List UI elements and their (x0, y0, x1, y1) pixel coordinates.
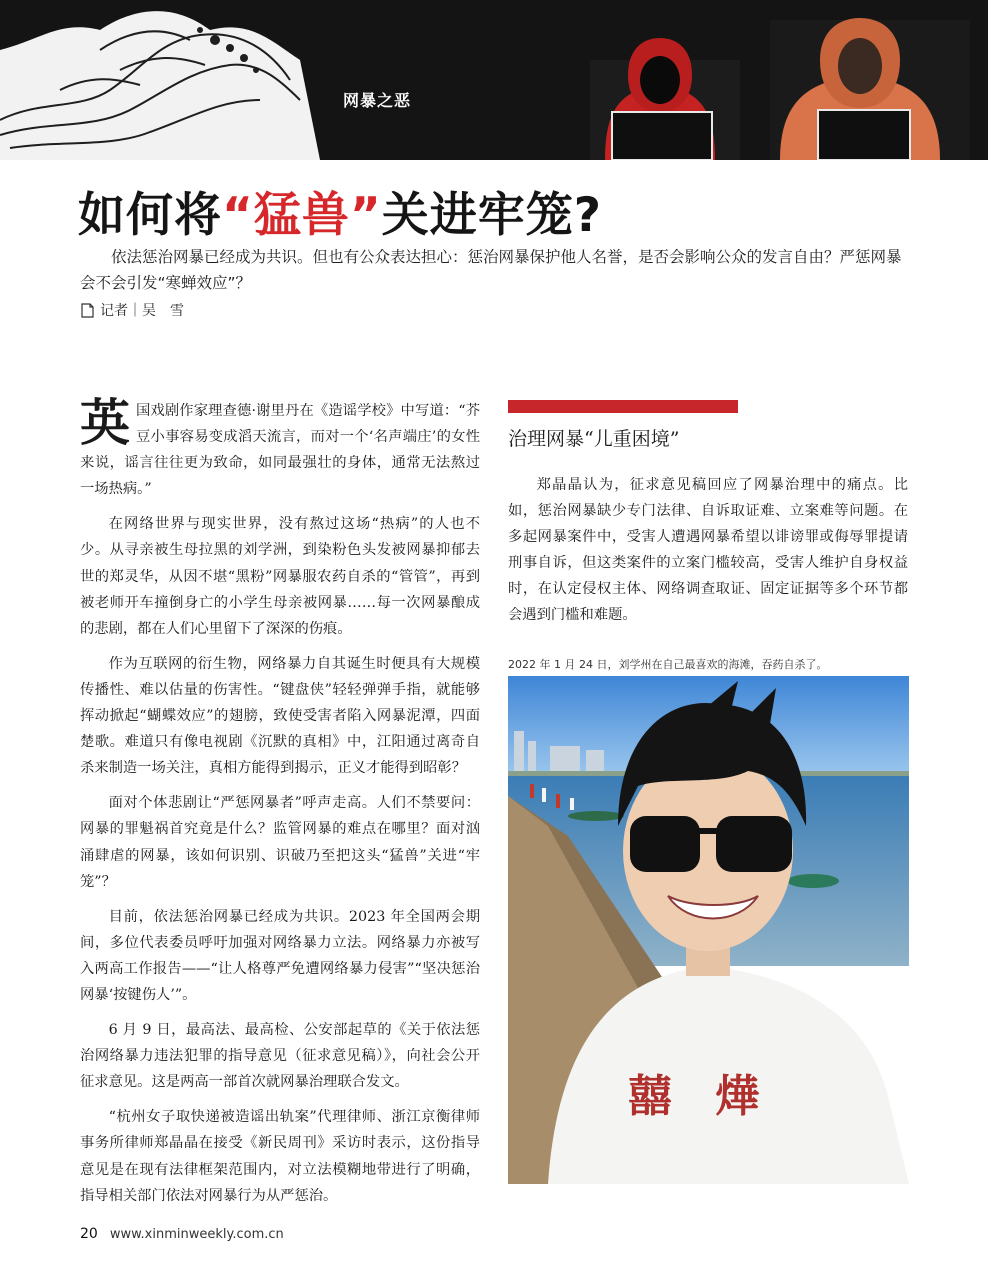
website-url: www.xinminweekly.com.cn (109, 1227, 284, 1242)
byline (80, 300, 184, 320)
paragraph-2: 在网络世界与现实世界，没有熬过这场“热病”的人也不少。从寻亲被生母拉黑的刘学洲，到染粉色头发被网暴抑郁去世的郑灵华，从因不堪“黑粉”网暴服农药自杀的“管管”，再到被老师开车撞倒身亡的小学生母亲被网暴……每一次网暴酿成的悲剧，都在人们心里留下了深深的伤痕。 (80, 516, 480, 637)
left-column (80, 393, 480, 1218)
byline-text: 记者｜吴 雪 (100, 303, 184, 319)
photo-beach-portrait (508, 676, 909, 1184)
section-divider-bar (508, 400, 738, 413)
page-number: 20 (80, 1226, 98, 1242)
paragraph-3: 作为互联网的衍生物，网络暴力自其诞生时便具有大规模传播性、难以估量的伤害性。“键盘侠”轻轻弹弹手指，就能够挥动掀起“蝴蝶效应”的翅膀，致使受害者陷入网暴泥潭，四面楚歌。难道只有像电视剧《沉默的真相》中，江阳通过离奇自杀来制造一场关注，真相方能得到揭示，正义才能得到昭彰？ (80, 655, 480, 777)
paragraph-4: 面对个体悲剧让“严惩网暴者”呼声走高。人们不禁要问：网暴的罪魁祸首究竟是什么？监管网暴的难点在哪里？面对汹涌肆虐的网暴，该如何识别、识破乃至把这头“猛兽”关进“牢笼”？ (80, 795, 480, 890)
right-paragraph-1: 郑晶晶认为，征求意见稿回应了网暴治理中的痛点。比如，惩治网暴缺少专门法律、自诉取证难、立案难等问题。在多起网暴案件中，受害人遭遇网暴希望以诽谤罪或侮辱罪提请刑事自诉，但这类案件的立案门槛较高，受害人维护自身权益时，在认定侵权主体、网络调查取证、固定证据等多个环节都会遇到门槛和难题。 (508, 477, 908, 624)
dropcap: 英 (80, 393, 130, 452)
shirt-print: 囍 燁 (628, 1071, 774, 1122)
paragraph-5: 目前，依法惩治网暴已经成为共识。2023 年全国两会期间，多位代表委员呼吁加强对网络暴力立法。网络暴力亦被写入两高工作报告——“让人格尊严免遭网络暴力侵害”“坚决惩治网暴‘按键伤人’”。 (80, 908, 480, 1003)
paragraph-6: 6 月 9 日，最高法、最高检、公安部起草的《关于依法惩治网络暴力违法犯罪的指导意见（征求意见稿）》，向社会公开征求意见。这是两高一部首次就网暴治理联合发文。 (80, 1022, 480, 1091)
section-subheading: 治理网暴“儿重困境” (508, 428, 680, 450)
title-part-1: 如何将 (78, 188, 222, 243)
title-highlight: “猛兽” (222, 188, 382, 243)
banner-illustration (0, 0, 988, 160)
title-part-2: 关进牢笼? (381, 188, 603, 243)
page-footer (80, 1226, 284, 1242)
photo-caption: 2022 年 1 月 24 日，刘学州在自己最喜欢的海滩，吞药自杀了。 (508, 658, 828, 671)
paragraph-1-text: 国戏剧作家理查德·谢里丹在《造谣学校》中写道：“芥豆小事容易变成滔天流言，而对一个‘名声端庄’的女性来说，谣言往往更为致命，如同最强壮的身体，通常无法熬过一场热病。” (80, 403, 480, 498)
paragraph-1 (80, 393, 480, 502)
section-label: 网暴之恶 (343, 91, 412, 110)
article-title (78, 178, 602, 245)
pen-icon (80, 303, 94, 318)
right-column (508, 472, 908, 629)
paragraph-7: “杭州女子取快递被造谣出轨案”代理律师、浙江京衡律师事务所律师郑晶晶在接受《新民周刊》采访时表示，这份指导意见是在现有法律框架范围内，对立法模糊地带进行了明确，指导相关部门依法对网暴行为从严惩治。 (80, 1109, 480, 1204)
header-banner (0, 0, 988, 160)
article-lead: 依法惩治网暴已经成为共识。但也有公众表达担心：惩治网暴保护他人名誉，是否会影响公众的发言自由？严惩网暴会不会引发“寒蝉效应”？ (80, 248, 902, 292)
